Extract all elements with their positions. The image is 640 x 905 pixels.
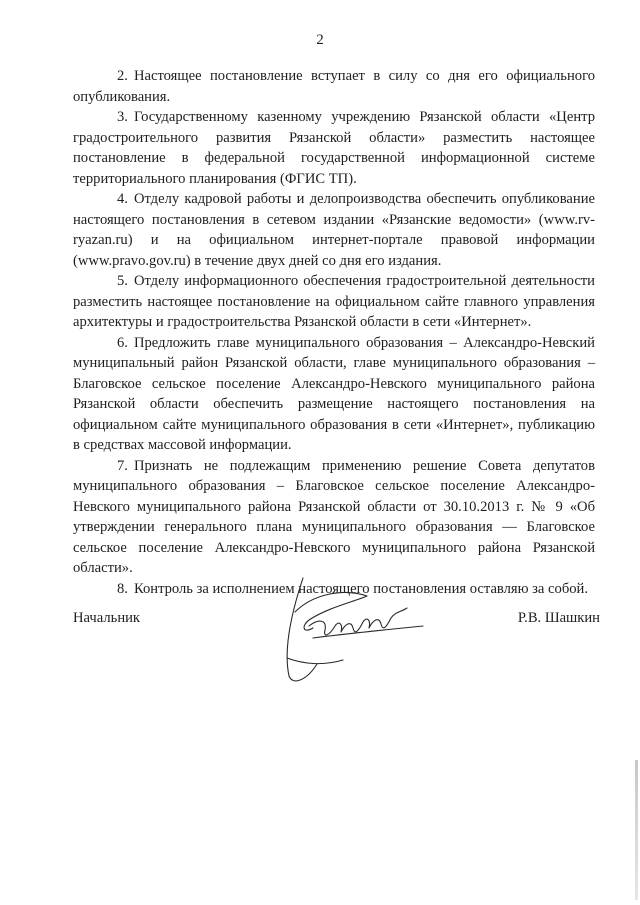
paragraph-text: Настоящее постановление вступает в силу со дня его официального опубликования.	[73, 68, 595, 105]
paragraph-text: Признать не подлежащим применению решение Совета депутатов муниципального образования – Благовское сельское поселение Александро-Невского муниципального района Рязанской области от 30.10.2013 г. № 9 «Об утверждении генерального плана муниципального образования — Благовское сельское поселение Александро-Невского муниципального района Рязанской области».	[73, 457, 595, 576]
paragraph-text: Государственному казенному учреждению Рязанской области «Центр градостроительного развития Рязанской области» разместить настоящее постановление в федеральной государственной информационной системе территориального планирования (ФГИС ТП).	[73, 109, 595, 187]
paragraph-4	[73, 189, 595, 271]
paragraph-6	[73, 333, 595, 456]
paragraph-2	[73, 66, 595, 107]
paragraph-number: 5.	[117, 273, 128, 289]
signatory-name: Р.В. Шашкин	[517, 610, 600, 626]
paragraph-number: 6.	[117, 334, 128, 351]
signatory-position: Начальник	[73, 610, 141, 626]
paragraph-5	[73, 271, 595, 333]
scan-edge-shadow	[635, 760, 638, 900]
paragraph-3	[73, 107, 595, 189]
signature-block	[73, 608, 600, 678]
paragraph-number: 8.	[117, 580, 128, 597]
paragraph-text: Предложить главе муниципального образования – Александро-Невский муниципальный район Рязанской области, главе муниципального образования – Благовское сельское поселение Александро-Невского муниципального района Рязанской области обеспечить размещение настоящего постановления на официальном сайте муниципального образования в сети «Интернет», публикацию в средствах массовой информации.	[73, 334, 595, 453]
paragraph-number: 7.	[117, 457, 128, 474]
paragraph-text: Контроль за исполнением настоящего постановления оставляю за собой.	[133, 580, 589, 597]
handwritten-signature	[273, 568, 473, 688]
paragraph-number: 4.	[117, 191, 128, 207]
paragraph-text: Отделу кадровой работы и делопроизводства обеспечить опубликование настоящего постановления в сетевом издании «Рязанские ведомости» (www.rv-ryazan.ru) и на официальном интернет-портале правовой информации (www.pravo.gov.ru) в течение двух дней со дня его издания.	[73, 191, 595, 269]
document-body	[73, 66, 595, 599]
page-number: 2	[316, 32, 324, 48]
paragraph-text: Отделу информационного обеспечения градостроительной деятельности разместить настоящее постановление на официальном сайте главного управления архитектуры и градостроительства Рязанской области в сети «Интернет».	[73, 273, 595, 330]
paragraph-number: 2.	[117, 68, 128, 84]
paragraph-7	[73, 456, 595, 579]
paragraph-number: 3.	[117, 109, 128, 125]
